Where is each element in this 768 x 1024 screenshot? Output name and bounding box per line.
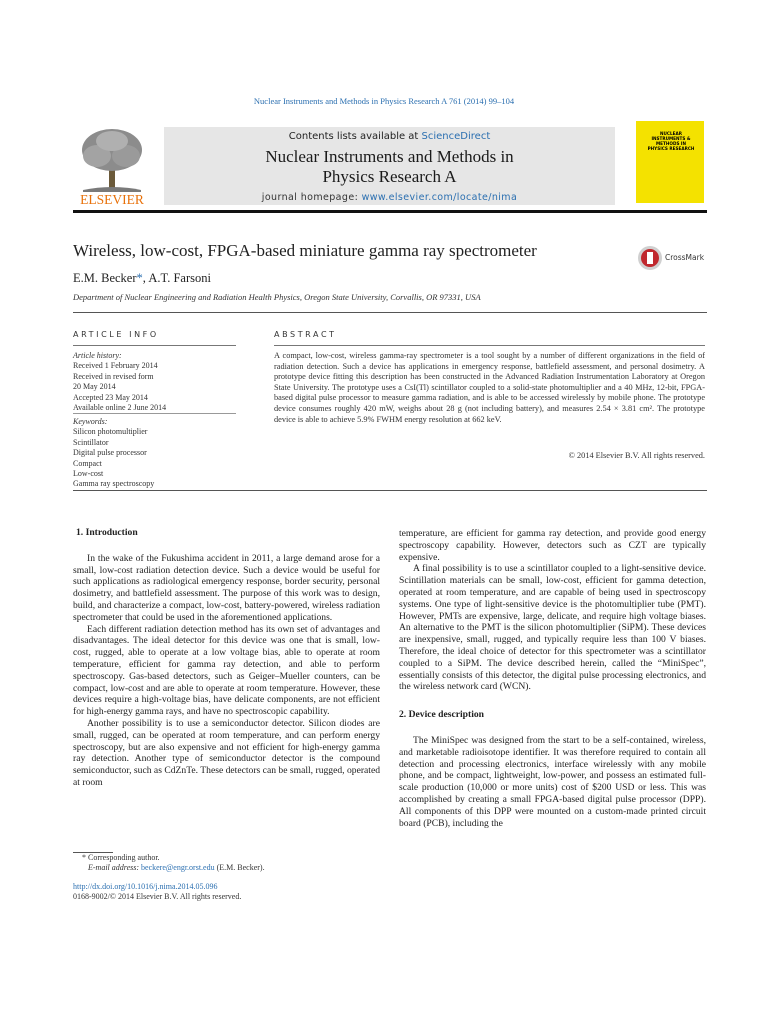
history-entry: Received 1 February 2014 (73, 361, 158, 371)
doi-link[interactable]: http://dx.doi.org/10.1016/j.nima.2014.05.096 (73, 882, 218, 891)
paragraph: temperature, are efficient for gamma ray detection, and provide good energy spectroscopy capability. However, detectors such as CZT are typically expensive. (399, 528, 706, 563)
paragraph: A final possibility is to use a scintillator coupled to a light-sensitive device. Scintillation materials can be small, low-cost, efficient for gamma detection, operated at room temperature, and are capable of being used in spectroscopy systems. One type of light-sensitive device is the photomultiplier tube (PMT). However, PMTs are expensive, large, delicate, and require high voltage biases. An alternative to the PMT is the silicon photomultiplier (SiPM). These devices are inexpensive, small, rugged, and typically require less than 100 V biases. Therefore, the ideal choice of detector for this spectrometer was a scintillator coupled to a SiPM. The device described herein, called the “MiniSpec”, essentially consists of this detector, the digital pulse processing electronics, and the wireless network card (WCN). (399, 563, 706, 693)
footnote-doi (73, 882, 383, 903)
masthead-rule (73, 210, 707, 213)
history-entry: Received in revised form (73, 371, 154, 381)
left-column (73, 527, 380, 789)
journal-title: Nuclear Instruments and Methods in Physics Research A (265, 147, 514, 186)
keyword: Compact (73, 458, 102, 468)
keyword: Silicon photomultiplier (73, 427, 148, 437)
crossmark-icon (637, 245, 663, 271)
title-rule (73, 312, 707, 313)
elsevier-tree-icon (73, 126, 151, 206)
issn-line: 0168-9002/© 2014 Elsevier B.V. All rights reserved. (73, 892, 242, 902)
keyword: Digital pulse processor (73, 448, 147, 458)
sciencedirect-link[interactable]: ScienceDirect (421, 131, 491, 142)
section-heading: 2. Device description (399, 709, 484, 721)
email-link[interactable]: beckere@engr.orst.edu (141, 863, 215, 873)
author-name[interactable]: E.M. Becker (73, 271, 137, 285)
abstract-text: A compact, low-cost, wireless gamma-ray spectrometer is a tool sought by a number of different organizations in the field of radiation detection. Such a device has applications in emergency response, battlefield assessment, and personal dosimetry. A prototype device fitting this description has been constructed in the Advanced Radiation Instrumentation Laboratory at Oregon State University. The prototype uses a CsI(Tl) scintillator coupled to a solid-state photomultiplier and a 40 MHz, 12-bit, FPGA-based digital pulse processor to measure gamma radiation, and is able to be accessed wirelessly by mobile phone. The prototype device consumes roughly 420 mW, weighs about 28 g (not including battery), and measures 2.54 × 3.81 cm². The prototype device is able to achieve 5.9% FWHM energy resolution at 662 keV. (274, 351, 705, 424)
cover-title: NUCLEAR INSTRUMENTS & METHODS IN PHYSICS RESEARCH (647, 131, 695, 151)
affiliation: Department of Nuclear Engineering and Radiation Health Physics, Oregon State University, Corvallis, OR 97331, USA (73, 292, 481, 302)
paragraph: In the wake of the Fukushima accident in 2011, a large demand arose for a small, low-cost radiation detection device. Such a device would be useful for such applications as radiological emergency response, border security, personal dosimetry, and battlefield assessment. The purpose of this work was to design, build, and characterize a compact, low-cost, battery-powered, wireless radiation spectrometer that could be used in the aforementioned applications. (73, 552, 380, 623)
journal-homepage: journal homepage: www.elsevier.com/locate/nima (261, 192, 518, 203)
publisher-name: ELSEVIER (80, 192, 144, 206)
keyword: Scintillator (73, 437, 109, 447)
author-name[interactable]: A.T. Farsoni (148, 271, 211, 285)
corresponding-marker[interactable]: * (136, 271, 143, 285)
right-column (399, 528, 706, 829)
paragraph: The MiniSpec was designed from the start to be a self-contained, wireless, and marketable radioisotope identifier. It was therefore required to contain all detection and processing electronics, interface wirelessly with any mobile phone, and be compact, lightweight, low-power, and possess an estimated full-scale production (10,000 or more units) cost of $200 USD or less. This was accomplished by creating a small FPGA-based digital pulse processor (DPP). All components of this DPP were mounted on a custom-made printed circuit board (PCB), including the (399, 734, 706, 829)
article-info-heading: ARTICLE INFO (73, 330, 159, 339)
history-entry: Available online 2 June 2014 (73, 403, 167, 413)
paragraph: Each different radiation detection method has its own set of advantages and disadvantages. The ideal detector for this device was one that is small, low-cost, rugged, able to operate at a low voltage bias, able to operate at room temperature, efficient for gamma ray detection, and able to perform spectroscopy. Gas-based detectors, such as Geiger–Mueller counters, can be compact, low-cost and are able to operate at room temperature. However, these devices require a high-voltage bias, have delicate components, are not efficient for high-energy gamma rays, and have no spectroscopic capability. (73, 623, 380, 718)
author-list: E.M. Becker*, A.T. Farsoni (73, 271, 211, 285)
article-info-rule (73, 345, 236, 346)
article-history: Article history: Received 1 February 2014 Received in revised form 20 May 2014 Accepted 23 May 2014 Available online 2 June 2014 (73, 351, 236, 413)
paragraph: Another possibility is to use a semiconductor detector. Silicon diodes are small, rugged, can be operated at room temperature, and can perform energy spectroscopy, but are also expensive and not efficient for high-energy gamma ray detection. Another type of semiconductor detector is the compound semiconductor, such as CdZnTe. These detectors can be small, rugged, operated at room (73, 717, 380, 788)
crossmark-badge[interactable] (637, 245, 707, 273)
abstract-rule (274, 345, 705, 346)
section-heading: 1. Introduction (76, 527, 138, 538)
keywords-rule (73, 413, 236, 414)
abstract-bottom-rule (73, 490, 707, 491)
history-entry: Accepted 23 May 2014 (73, 392, 148, 402)
homepage-link[interactable]: www.elsevier.com/locate/nima (361, 192, 518, 203)
journal-cover-thumbnail[interactable] (636, 121, 704, 203)
journal-masthead (73, 121, 707, 205)
keywords: Keywords: Silicon photomultiplier Scintillator Digital pulse processor Compact Low-cost Gamma ray spectroscopy (73, 417, 236, 490)
keyword: Low-cost (73, 469, 104, 479)
history-entry: 20 May 2014 (73, 382, 116, 392)
elsevier-logo (73, 126, 151, 206)
abstract-heading: ABSTRACT (274, 330, 337, 339)
footnote-author: * Corresponding author. E-mail address: beckere@engr.orst.edu (E.M. Becker). (82, 853, 265, 873)
journal-citation[interactable]: Nuclear Instruments and Methods in Physics Research A 761 (2014) 99–104 (253, 96, 515, 106)
article-title: Wireless, low-cost, FPGA-based miniature gamma ray spectrometer (73, 241, 537, 260)
crossmark-label: CrossMark (665, 253, 705, 262)
contents-line: Contents lists available at ScienceDirect (288, 131, 491, 142)
abstract-copyright: © 2014 Elsevier B.V. All rights reserved. (568, 451, 705, 460)
journal-banner (164, 127, 615, 205)
keyword: Gamma ray spectroscopy (73, 479, 155, 489)
